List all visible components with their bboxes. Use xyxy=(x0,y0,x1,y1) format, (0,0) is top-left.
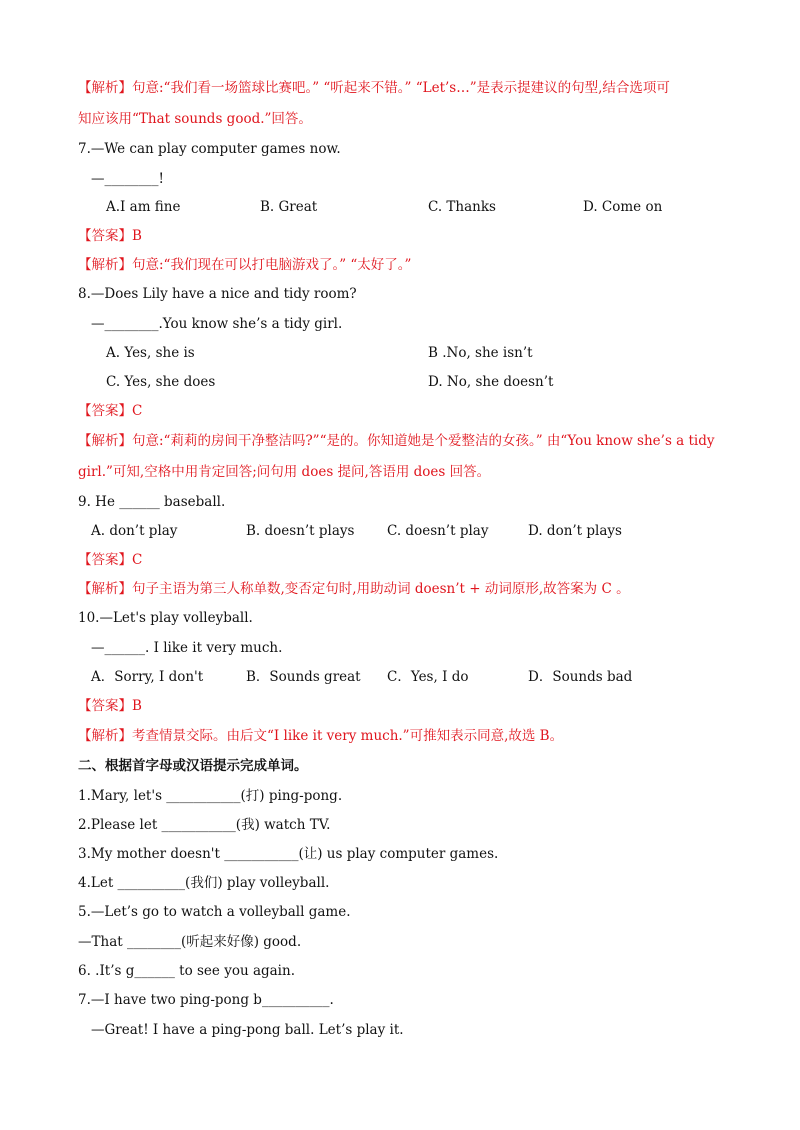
question-7-blank: —________! xyxy=(91,171,164,187)
q10-answer: 【答案】B xyxy=(78,698,142,714)
s2-item-2: 2.Please let ___________(我) watch TV. xyxy=(78,817,331,833)
analysis-6-line1: 【解析】句意:“我们看一场篮球比赛吧。” “听起来不错。” “Let’s…”是表示提建议的句型,结合选项可 xyxy=(78,80,670,96)
q9-option-d: D. don’t plays xyxy=(528,523,622,539)
q7-analysis: 【解析】句意:“我们现在可以打电脑游戏了。” “太好了。” xyxy=(78,257,412,273)
q8-option-b: B .No, she isn’t xyxy=(428,345,533,361)
q8-analysis-line1: 【解析】句意:“莉莉的房间干净整洁吗?”“是的。你知道她是个爱整洁的女孩。” 由“You know she’s a tidy xyxy=(78,433,715,449)
q7-option-a: A.I am fine xyxy=(106,199,181,215)
q10-option-b: B．Sounds great xyxy=(246,669,361,685)
q7-answer: 【答案】B xyxy=(78,228,142,244)
q8-option-d: D. No, she doesn’t xyxy=(428,374,554,390)
q8-option-a: A. Yes, she is xyxy=(106,345,195,361)
s2-item-7-response: —Great! I have a ping-pong ball. Let’s play it. xyxy=(91,1022,404,1038)
s2-item-5: 5.—Let’s go to watch a volleyball game. xyxy=(78,904,351,920)
q8-option-c: C. Yes, she does xyxy=(106,374,216,390)
s2-item-6: 6. .It’s g______ to see you again. xyxy=(78,963,295,979)
q8-answer: 【答案】C xyxy=(78,403,143,419)
q10-option-c: C．Yes, I do xyxy=(387,669,469,685)
q9-option-b: B. doesn’t plays xyxy=(246,523,355,539)
q7-option-c: C. Thanks xyxy=(428,199,496,215)
q10-analysis: 【解析】考查情景交际。由后文“I like it very much.”可推知表示同意,故选 B。 xyxy=(78,728,564,744)
q10-option-a: A．Sorry, I don't xyxy=(91,669,204,685)
s2-item-5-answer-line: —That ________(听起来好像) good. xyxy=(78,934,302,950)
q7-option-d: D. Come on xyxy=(583,199,663,215)
question-8-blank: —________.You know she’s a tidy girl. xyxy=(91,316,343,332)
q9-answer: 【答案】C xyxy=(78,552,143,568)
q10-option-d: D．Sounds bad xyxy=(528,669,633,685)
question-10-stem: 10.—Let's play volleyball. xyxy=(78,610,253,626)
question-9-stem: 9. He ______ baseball. xyxy=(78,494,226,510)
question-7-stem: 7.—We can play computer games now. xyxy=(78,141,341,157)
s2-item-3: 3.My mother doesn't ___________(让) us play computer games. xyxy=(78,846,499,862)
s2-item-7: 7.—I have two ping-pong b__________. xyxy=(78,992,334,1008)
question-10-blank: —______. I like it very much. xyxy=(91,640,283,656)
q8-analysis-line2: girl.”可知,空格中用肯定回答;问句用 does 提问,答语用 does 回答。 xyxy=(78,464,491,480)
q9-option-a: A. don’t play xyxy=(91,523,178,539)
analysis-6-line2: 知应该用“That sounds good.”回答。 xyxy=(78,111,312,127)
q9-analysis: 【解析】句子主语为第三人称单数,变否定句时,用助动词 doesn’t + 动词原形,故答案为 C 。 xyxy=(78,581,630,597)
s2-item-4: 4.Let __________(我们) play volleyball. xyxy=(78,875,330,891)
s2-item-1: 1.Mary, let's ___________(打) ping-pong. xyxy=(78,788,343,804)
question-8-stem: 8.—Does Lily have a nice and tidy room? xyxy=(78,286,357,302)
section-2-title: 二、根据首字母或汉语提示完成单词。 xyxy=(78,758,308,774)
q9-option-c: C. doesn’t play xyxy=(387,523,489,539)
q7-option-b: B. Great xyxy=(260,199,318,215)
